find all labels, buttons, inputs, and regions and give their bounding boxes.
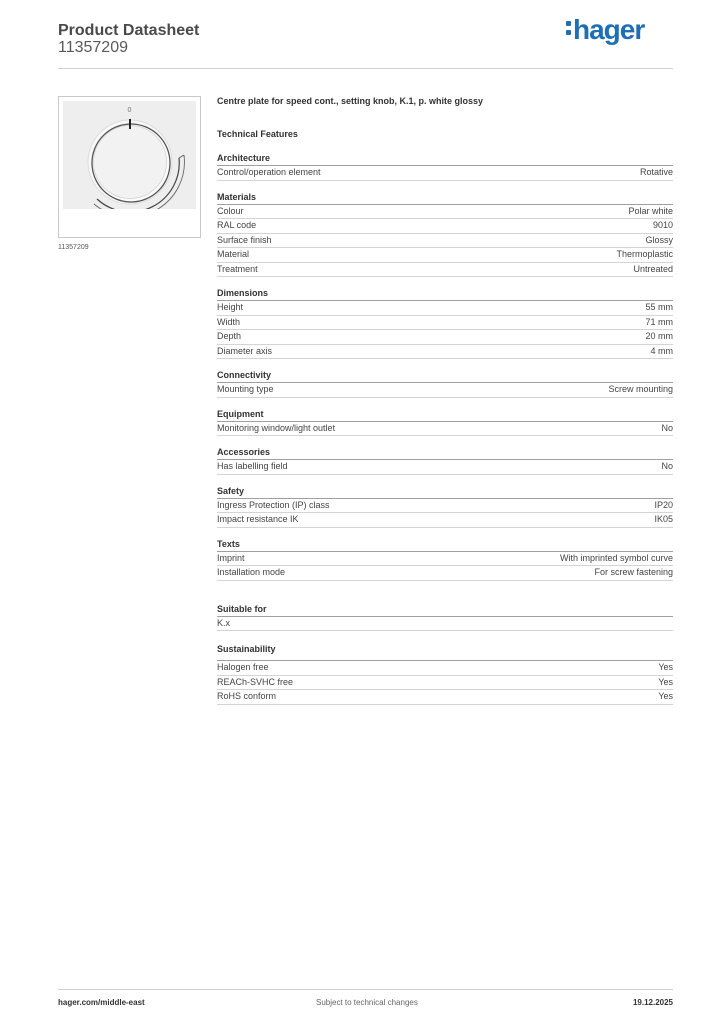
spec-label: Material: [217, 249, 250, 259]
spec-label: Height: [217, 302, 244, 312]
section-title: Suitable for: [217, 603, 673, 617]
knob-marker: 0: [127, 107, 132, 114]
section-title: Accessories: [217, 446, 673, 460]
section-equipment: [217, 408, 673, 437]
spec-value: For screw fastening: [594, 567, 673, 577]
header-divider: [58, 68, 673, 69]
spec-value: IP20: [654, 499, 673, 510]
spec-label: Treatment: [217, 263, 258, 274]
spec-label: Ingress Protection (IP) class: [217, 499, 330, 510]
spec-label: Depth: [217, 331, 242, 341]
spec-value: Thermoplastic: [616, 249, 673, 259]
spec-row: [217, 690, 673, 705]
spec-row: [217, 263, 673, 278]
section-connectivity: [217, 369, 673, 398]
section-title: Texts: [217, 538, 673, 552]
spec-row: [217, 552, 673, 567]
spec-row: [217, 566, 673, 581]
spec-label: Control/operation element: [217, 167, 321, 177]
product-image: [58, 96, 201, 238]
spec-row: [217, 316, 673, 331]
spec-value: Yes: [658, 662, 673, 672]
product-photo: [63, 101, 196, 209]
spec-value: Yes: [658, 676, 673, 687]
section-safety: [217, 485, 673, 528]
spec-row: [217, 248, 673, 263]
knob-illustration: [63, 101, 196, 209]
spec-row: [217, 676, 673, 691]
spec-row: [217, 345, 673, 360]
spec-label: Surface finish: [217, 234, 272, 245]
spec-row: [217, 330, 673, 345]
spec-row: [217, 166, 673, 181]
spec-label: RoHS conform: [217, 691, 277, 701]
logo-dots-icon: [566, 21, 571, 36]
spec-value: 55 mm: [645, 302, 673, 312]
footer-divider: [58, 989, 673, 990]
section-title: Dimensions: [217, 287, 673, 301]
spec-value: No: [661, 422, 673, 433]
spec-row: [217, 301, 673, 316]
spec-row: [217, 617, 673, 632]
spec-value: Untreated: [633, 263, 673, 274]
datasheet-title: Product Datasheet: [58, 22, 200, 39]
spec-label: Colour: [217, 205, 244, 216]
spec-row: [217, 219, 673, 234]
spec-row: [217, 513, 673, 528]
spec-label: RAL code: [217, 220, 257, 230]
spec-label: Monitoring window/light outlet: [217, 422, 336, 433]
technical-features-heading: Technical Features: [217, 129, 298, 139]
section-sustainability: [217, 643, 673, 705]
section-materials: [217, 191, 673, 278]
section-title: Sustainability: [217, 643, 673, 661]
section-title: Safety: [217, 485, 673, 499]
product-number: 11357209: [58, 39, 128, 56]
section-texts: [217, 538, 673, 581]
footer-website-link[interactable]: hager.com/middle-east: [58, 998, 145, 1007]
section-title: Architecture: [217, 152, 673, 166]
spec-value: 71 mm: [645, 316, 673, 327]
technical-content: [217, 96, 673, 705]
section-architecture: [217, 152, 673, 181]
spec-label: Mounting type: [217, 384, 274, 394]
image-caption: 11357209: [58, 244, 89, 251]
section-suitable-for: [217, 603, 673, 632]
spec-row: [217, 234, 673, 249]
spec-label: Diameter axis: [217, 345, 273, 356]
spec-row: [217, 422, 673, 437]
spec-value: No: [661, 461, 673, 471]
spec-label: K.x: [217, 617, 231, 628]
spec-value: 20 mm: [645, 331, 673, 341]
spec-label: Has labelling field: [217, 461, 288, 471]
spec-value: IK05: [654, 514, 673, 524]
spec-row: [217, 383, 673, 398]
section-title: Materials: [217, 191, 673, 205]
spec-label: Imprint: [217, 552, 245, 563]
spec-row: [217, 205, 673, 220]
logo-text: hager: [573, 14, 645, 45]
section-title: Equipment: [217, 408, 673, 422]
spec-label: Width: [217, 316, 241, 327]
section-title: Connectivity: [217, 369, 673, 383]
spec-value: 9010: [652, 220, 673, 230]
spec-row: [217, 499, 673, 514]
spec-label: Halogen free: [217, 662, 269, 672]
footer-date: 19.12.2025: [632, 998, 673, 1007]
spec-label: Installation mode: [217, 567, 286, 577]
hager-logo: [566, 14, 644, 46]
spec-value: 4 mm: [650, 345, 673, 356]
spec-value: Yes: [658, 691, 673, 701]
section-accessories: [217, 446, 673, 475]
spec-value: With imprinted symbol curve: [559, 552, 673, 563]
spec-value: Glossy: [645, 234, 673, 245]
spec-label: Impact resistance IK: [217, 514, 299, 524]
product-description: Centre plate for speed cont., setting knob, K.1, p. white glossy: [217, 96, 484, 106]
footer-notice: Subject to technical changes: [316, 998, 418, 1007]
spec-row: [217, 460, 673, 475]
spec-value: Rotative: [639, 167, 673, 177]
spec-value: Screw mounting: [608, 384, 673, 394]
section-dimensions: [217, 287, 673, 359]
spec-label: REACh-SVHC free: [217, 676, 294, 687]
spec-value: Polar white: [628, 205, 673, 216]
spec-row: [217, 661, 673, 676]
